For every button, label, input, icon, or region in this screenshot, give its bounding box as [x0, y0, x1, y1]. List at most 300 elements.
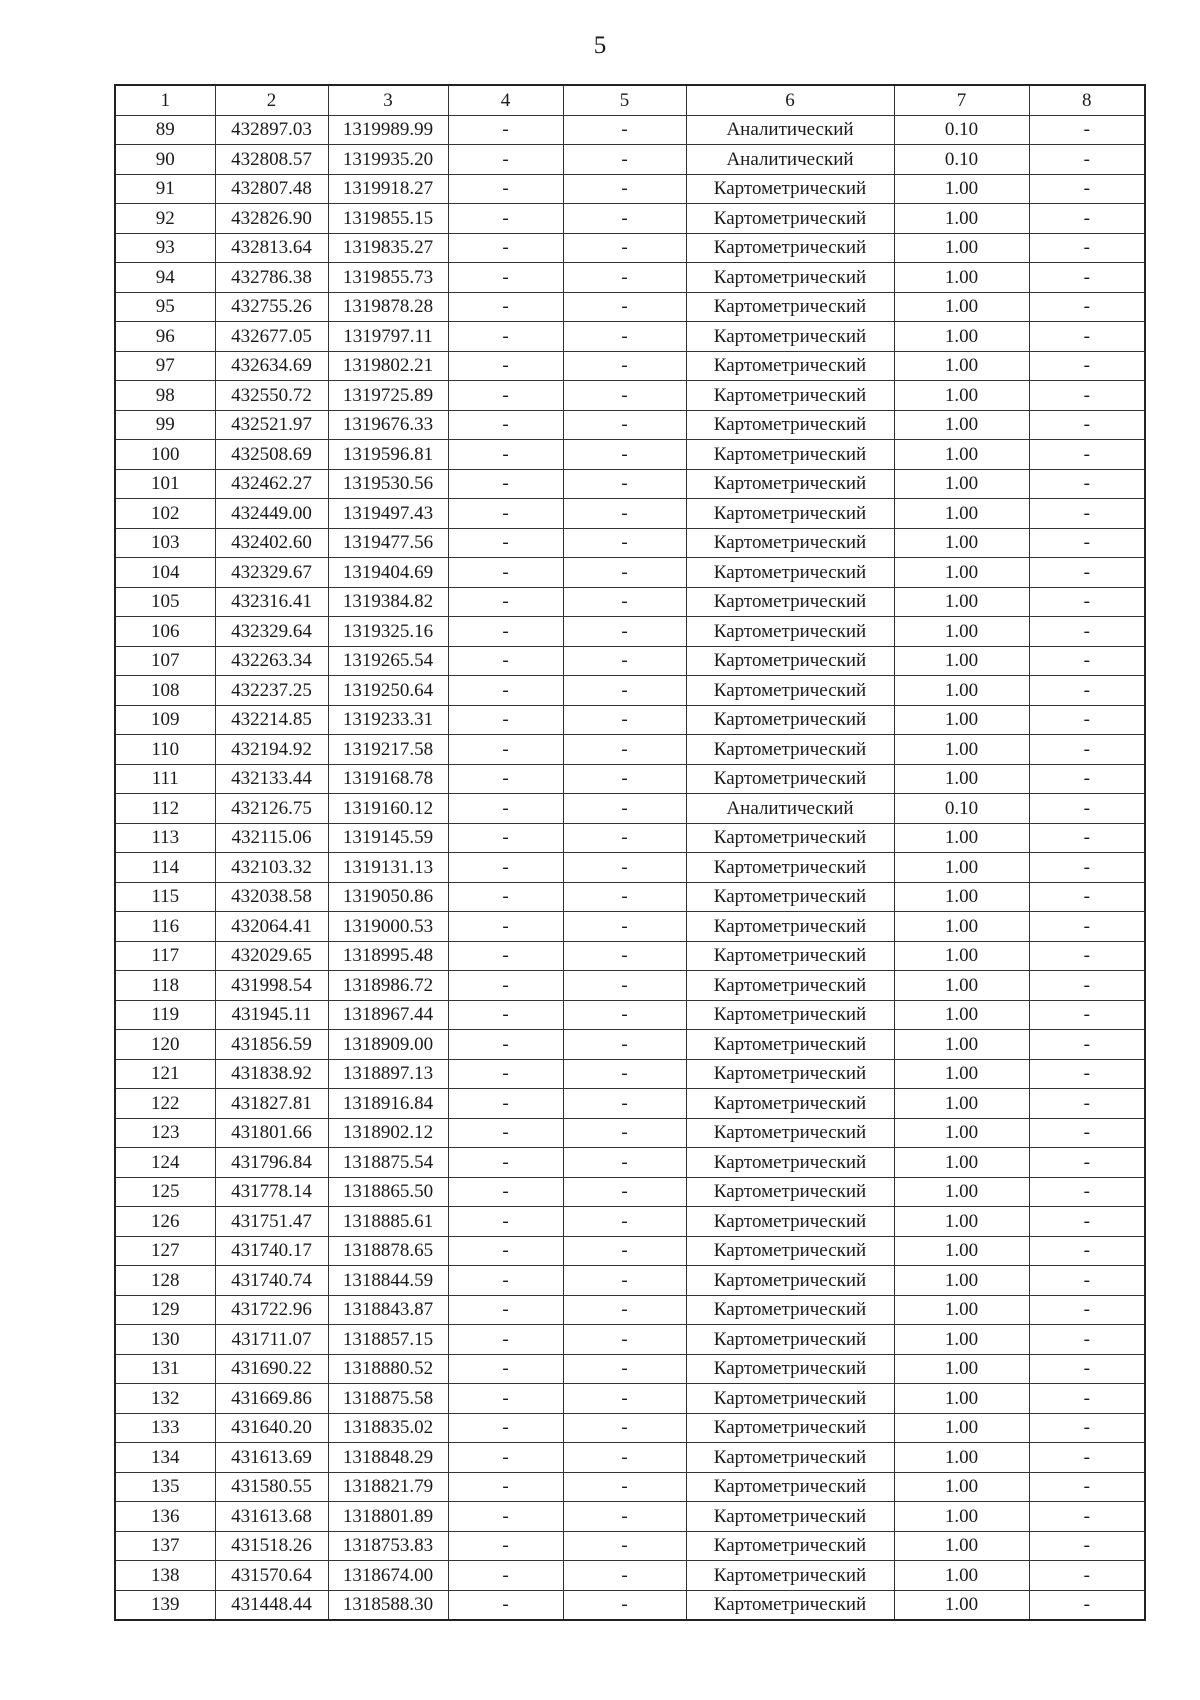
x-coordinate-cell: 431570.64	[215, 1561, 328, 1591]
accuracy-cell: 1.00	[894, 764, 1029, 794]
x-coordinate-cell: 431722.96	[215, 1295, 328, 1325]
y-coordinate-cell: 1318857.15	[328, 1325, 448, 1355]
column-8-cell: -	[1029, 292, 1145, 322]
x-coordinate-cell: 432677.05	[215, 322, 328, 352]
column-5-cell: -	[563, 794, 686, 824]
point-number-cell: 113	[115, 823, 215, 853]
point-number-cell: 92	[115, 204, 215, 234]
column-8-cell: -	[1029, 1354, 1145, 1384]
accuracy-cell: 1.00	[894, 322, 1029, 352]
column-8-cell: -	[1029, 971, 1145, 1001]
point-number-cell: 137	[115, 1531, 215, 1561]
column-4-cell: -	[448, 1148, 563, 1178]
y-coordinate-cell: 1318897.13	[328, 1059, 448, 1089]
accuracy-cell: 1.00	[894, 292, 1029, 322]
method-cell: Картометрический	[686, 705, 894, 735]
column-5-cell: -	[563, 292, 686, 322]
column-8-cell: -	[1029, 115, 1145, 145]
accuracy-cell: 1.00	[894, 1266, 1029, 1296]
y-coordinate-cell: 1318878.65	[328, 1236, 448, 1266]
y-coordinate-cell: 1318967.44	[328, 1000, 448, 1030]
column-4-cell: -	[448, 204, 563, 234]
method-cell: Картометрический	[686, 381, 894, 411]
table-row	[115, 351, 1145, 381]
column-8-cell: -	[1029, 233, 1145, 263]
x-coordinate-cell: 432126.75	[215, 794, 328, 824]
y-coordinate-cell: 1319233.31	[328, 705, 448, 735]
x-coordinate-cell: 431711.07	[215, 1325, 328, 1355]
column-4-cell: -	[448, 322, 563, 352]
point-number-cell: 97	[115, 351, 215, 381]
method-cell: Картометрический	[686, 1413, 894, 1443]
point-number-cell: 121	[115, 1059, 215, 1089]
point-number-cell: 125	[115, 1177, 215, 1207]
accuracy-cell: 1.00	[894, 587, 1029, 617]
y-coordinate-cell: 1319855.73	[328, 263, 448, 293]
column-8-cell: -	[1029, 1443, 1145, 1473]
column-5-cell: -	[563, 322, 686, 352]
method-cell: Картометрический	[686, 882, 894, 912]
point-number-cell: 130	[115, 1325, 215, 1355]
column-4-cell: -	[448, 912, 563, 942]
accuracy-cell: 1.00	[894, 1413, 1029, 1443]
x-coordinate-cell: 431740.17	[215, 1236, 328, 1266]
accuracy-cell: 1.00	[894, 735, 1029, 765]
column-8-cell: -	[1029, 823, 1145, 853]
table-row	[115, 1590, 1145, 1620]
y-coordinate-cell: 1319477.56	[328, 528, 448, 558]
point-number-cell: 138	[115, 1561, 215, 1591]
table-row	[115, 1413, 1145, 1443]
column-5-cell: -	[563, 617, 686, 647]
column-8-cell: -	[1029, 263, 1145, 293]
method-cell: Картометрический	[686, 1472, 894, 1502]
y-coordinate-cell: 1319000.53	[328, 912, 448, 942]
column-5-cell: -	[563, 1089, 686, 1119]
column-header: 2	[215, 85, 328, 115]
accuracy-cell: 1.00	[894, 469, 1029, 499]
table-row	[115, 1561, 1145, 1591]
column-5-cell: -	[563, 853, 686, 883]
x-coordinate-cell: 432214.85	[215, 705, 328, 735]
x-coordinate-cell: 432038.58	[215, 882, 328, 912]
x-coordinate-cell: 432813.64	[215, 233, 328, 263]
accuracy-cell: 1.00	[894, 410, 1029, 440]
column-4-cell: -	[448, 705, 563, 735]
y-coordinate-cell: 1319250.64	[328, 676, 448, 706]
accuracy-cell: 1.00	[894, 1590, 1029, 1620]
y-coordinate-cell: 1319918.27	[328, 174, 448, 204]
column-8-cell: -	[1029, 1531, 1145, 1561]
column-4-cell: -	[448, 882, 563, 912]
column-8-cell: -	[1029, 1089, 1145, 1119]
column-4-cell: -	[448, 499, 563, 529]
column-5-cell: -	[563, 1413, 686, 1443]
x-coordinate-cell: 432133.44	[215, 764, 328, 794]
column-8-cell: -	[1029, 1502, 1145, 1532]
accuracy-cell: 1.00	[894, 204, 1029, 234]
point-number-cell: 106	[115, 617, 215, 647]
accuracy-cell: 0.10	[894, 145, 1029, 175]
method-cell: Картометрический	[686, 233, 894, 263]
x-coordinate-cell: 431613.68	[215, 1502, 328, 1532]
x-coordinate-cell: 432237.25	[215, 676, 328, 706]
point-number-cell: 136	[115, 1502, 215, 1532]
point-number-cell: 104	[115, 558, 215, 588]
method-cell: Картометрический	[686, 1030, 894, 1060]
column-4-cell: -	[448, 1443, 563, 1473]
method-cell: Картометрический	[686, 912, 894, 942]
accuracy-cell: 1.00	[894, 381, 1029, 411]
x-coordinate-cell: 432462.27	[215, 469, 328, 499]
method-cell: Аналитический	[686, 794, 894, 824]
method-cell: Картометрический	[686, 204, 894, 234]
y-coordinate-cell: 1319265.54	[328, 646, 448, 676]
method-cell: Картометрический	[686, 558, 894, 588]
accuracy-cell: 1.00	[894, 1148, 1029, 1178]
column-5-cell: -	[563, 528, 686, 558]
y-coordinate-cell: 1319325.16	[328, 617, 448, 647]
column-4-cell: -	[448, 469, 563, 499]
column-5-cell: -	[563, 174, 686, 204]
table-row	[115, 1148, 1145, 1178]
y-coordinate-cell: 1318902.12	[328, 1118, 448, 1148]
column-header: 4	[448, 85, 563, 115]
method-cell: Картометрический	[686, 1266, 894, 1296]
column-5-cell: -	[563, 499, 686, 529]
column-8-cell: -	[1029, 1030, 1145, 1060]
column-8-cell: -	[1029, 1148, 1145, 1178]
accuracy-cell: 1.00	[894, 1089, 1029, 1119]
point-number-cell: 111	[115, 764, 215, 794]
table-row	[115, 1177, 1145, 1207]
y-coordinate-cell: 1319530.56	[328, 469, 448, 499]
accuracy-cell: 1.00	[894, 823, 1029, 853]
point-number-cell: 114	[115, 853, 215, 883]
column-4-cell: -	[448, 1561, 563, 1591]
column-4-cell: -	[448, 676, 563, 706]
x-coordinate-cell: 431856.59	[215, 1030, 328, 1060]
method-cell: Картометрический	[686, 410, 894, 440]
method-cell: Картометрический	[686, 1443, 894, 1473]
point-number-cell: 109	[115, 705, 215, 735]
table-row	[115, 1118, 1145, 1148]
y-coordinate-cell: 1318801.89	[328, 1502, 448, 1532]
column-header: 8	[1029, 85, 1145, 115]
column-8-cell: -	[1029, 1295, 1145, 1325]
point-number-cell: 116	[115, 912, 215, 942]
column-4-cell: -	[448, 587, 563, 617]
y-coordinate-cell: 1319878.28	[328, 292, 448, 322]
y-coordinate-cell: 1318835.02	[328, 1413, 448, 1443]
table-row	[115, 971, 1145, 1001]
accuracy-cell: 1.00	[894, 705, 1029, 735]
method-cell: Картометрический	[686, 676, 894, 706]
column-4-cell: -	[448, 971, 563, 1001]
column-4-cell: -	[448, 1384, 563, 1414]
point-number-cell: 115	[115, 882, 215, 912]
column-8-cell: -	[1029, 381, 1145, 411]
point-number-cell: 123	[115, 1118, 215, 1148]
y-coordinate-cell: 1318875.54	[328, 1148, 448, 1178]
column-8-cell: -	[1029, 204, 1145, 234]
column-4-cell: -	[448, 1059, 563, 1089]
y-coordinate-cell: 1319404.69	[328, 558, 448, 588]
y-coordinate-cell: 1318848.29	[328, 1443, 448, 1473]
method-cell: Картометрический	[686, 1207, 894, 1237]
column-5-cell: -	[563, 1531, 686, 1561]
x-coordinate-cell: 431827.81	[215, 1089, 328, 1119]
y-coordinate-cell: 1318885.61	[328, 1207, 448, 1237]
method-cell: Картометрический	[686, 1384, 894, 1414]
column-5-cell: -	[563, 115, 686, 145]
method-cell: Картометрический	[686, 853, 894, 883]
x-coordinate-cell: 432115.06	[215, 823, 328, 853]
column-4-cell: -	[448, 351, 563, 381]
column-4-cell: -	[448, 794, 563, 824]
column-4-cell: -	[448, 1030, 563, 1060]
method-cell: Картометрический	[686, 1590, 894, 1620]
column-5-cell: -	[563, 1443, 686, 1473]
column-4-cell: -	[448, 764, 563, 794]
column-4-cell: -	[448, 292, 563, 322]
point-number-cell: 139	[115, 1590, 215, 1620]
accuracy-cell: 1.00	[894, 499, 1029, 529]
accuracy-cell: 1.00	[894, 528, 1029, 558]
y-coordinate-cell: 1318880.52	[328, 1354, 448, 1384]
table-row	[115, 735, 1145, 765]
point-number-cell: 131	[115, 1354, 215, 1384]
point-number-cell: 132	[115, 1384, 215, 1414]
column-8-cell: -	[1029, 1384, 1145, 1414]
column-4-cell: -	[448, 1472, 563, 1502]
column-4-cell: -	[448, 941, 563, 971]
column-5-cell: -	[563, 705, 686, 735]
y-coordinate-cell: 1319217.58	[328, 735, 448, 765]
x-coordinate-cell: 432755.26	[215, 292, 328, 322]
accuracy-cell: 1.00	[894, 1295, 1029, 1325]
accuracy-cell: 1.00	[894, 912, 1029, 942]
column-8-cell: -	[1029, 941, 1145, 971]
column-5-cell: -	[563, 882, 686, 912]
point-number-cell: 99	[115, 410, 215, 440]
column-5-cell: -	[563, 410, 686, 440]
table-row	[115, 204, 1145, 234]
column-5-cell: -	[563, 676, 686, 706]
point-number-cell: 90	[115, 145, 215, 175]
table-row	[115, 440, 1145, 470]
accuracy-cell: 1.00	[894, 1118, 1029, 1148]
column-8-cell: -	[1029, 440, 1145, 470]
method-cell: Картометрический	[686, 469, 894, 499]
x-coordinate-cell: 432194.92	[215, 735, 328, 765]
method-cell: Картометрический	[686, 1177, 894, 1207]
table-row	[115, 764, 1145, 794]
table-row	[115, 823, 1145, 853]
x-coordinate-cell: 431613.69	[215, 1443, 328, 1473]
column-4-cell: -	[448, 646, 563, 676]
point-number-cell: 107	[115, 646, 215, 676]
column-5-cell: -	[563, 1207, 686, 1237]
point-number-cell: 89	[115, 115, 215, 145]
point-number-cell: 118	[115, 971, 215, 1001]
column-8-cell: -	[1029, 587, 1145, 617]
column-8-cell: -	[1029, 1266, 1145, 1296]
column-4-cell: -	[448, 1502, 563, 1532]
accuracy-cell: 1.00	[894, 882, 1029, 912]
method-cell: Картометрический	[686, 528, 894, 558]
point-number-cell: 110	[115, 735, 215, 765]
table-row	[115, 469, 1145, 499]
column-4-cell: -	[448, 735, 563, 765]
column-4-cell: -	[448, 233, 563, 263]
table-row	[115, 1059, 1145, 1089]
column-4-cell: -	[448, 1531, 563, 1561]
method-cell: Картометрический	[686, 1118, 894, 1148]
column-8-cell: -	[1029, 1236, 1145, 1266]
column-8-cell: -	[1029, 1590, 1145, 1620]
table-row	[115, 322, 1145, 352]
accuracy-cell: 1.00	[894, 971, 1029, 1001]
point-number-cell: 98	[115, 381, 215, 411]
column-4-cell: -	[448, 1118, 563, 1148]
column-8-cell: -	[1029, 1118, 1145, 1148]
x-coordinate-cell: 431945.11	[215, 1000, 328, 1030]
y-coordinate-cell: 1319802.21	[328, 351, 448, 381]
table-row	[115, 1325, 1145, 1355]
accuracy-cell: 0.10	[894, 115, 1029, 145]
y-coordinate-cell: 1319145.59	[328, 823, 448, 853]
column-5-cell: -	[563, 558, 686, 588]
column-8-cell: -	[1029, 912, 1145, 942]
point-number-cell: 102	[115, 499, 215, 529]
method-cell: Картометрический	[686, 1236, 894, 1266]
column-5-cell: -	[563, 735, 686, 765]
table-row	[115, 1531, 1145, 1561]
column-4-cell: -	[448, 1089, 563, 1119]
method-cell: Картометрический	[686, 617, 894, 647]
method-cell: Картометрический	[686, 587, 894, 617]
table-row	[115, 145, 1145, 175]
x-coordinate-cell: 432826.90	[215, 204, 328, 234]
accuracy-cell: 1.00	[894, 1502, 1029, 1532]
accuracy-cell: 1.00	[894, 1177, 1029, 1207]
column-4-cell: -	[448, 1325, 563, 1355]
column-8-cell: -	[1029, 410, 1145, 440]
column-8-cell: -	[1029, 1177, 1145, 1207]
column-4-cell: -	[448, 823, 563, 853]
y-coordinate-cell: 1318909.00	[328, 1030, 448, 1060]
table-row	[115, 676, 1145, 706]
method-cell: Картометрический	[686, 1354, 894, 1384]
column-8-cell: -	[1029, 735, 1145, 765]
column-5-cell: -	[563, 1502, 686, 1532]
x-coordinate-cell: 432634.69	[215, 351, 328, 381]
table-row	[115, 115, 1145, 145]
column-header: 5	[563, 85, 686, 115]
method-cell: Картометрический	[686, 1295, 894, 1325]
x-coordinate-cell: 432808.57	[215, 145, 328, 175]
table-row	[115, 1384, 1145, 1414]
point-number-cell: 108	[115, 676, 215, 706]
y-coordinate-cell: 1318753.83	[328, 1531, 448, 1561]
x-coordinate-cell: 431801.66	[215, 1118, 328, 1148]
column-5-cell: -	[563, 971, 686, 1001]
accuracy-cell: 1.00	[894, 1207, 1029, 1237]
table-row	[115, 1236, 1145, 1266]
point-number-cell: 135	[115, 1472, 215, 1502]
accuracy-cell: 1.00	[894, 233, 1029, 263]
method-cell: Аналитический	[686, 115, 894, 145]
table-header-row	[115, 85, 1145, 115]
column-5-cell: -	[563, 204, 686, 234]
x-coordinate-cell: 431796.84	[215, 1148, 328, 1178]
column-5-cell: -	[563, 1384, 686, 1414]
method-cell: Аналитический	[686, 145, 894, 175]
point-number-cell: 133	[115, 1413, 215, 1443]
y-coordinate-cell: 1319050.86	[328, 882, 448, 912]
x-coordinate-cell: 431838.92	[215, 1059, 328, 1089]
column-4-cell: -	[448, 617, 563, 647]
table-row	[115, 174, 1145, 204]
x-coordinate-cell: 431690.22	[215, 1354, 328, 1384]
page-number: 5	[593, 32, 607, 59]
column-4-cell: -	[448, 174, 563, 204]
x-coordinate-cell: 431998.54	[215, 971, 328, 1001]
column-4-cell: -	[448, 1590, 563, 1620]
coordinates-table	[114, 84, 1146, 1621]
method-cell: Картометрический	[686, 1325, 894, 1355]
y-coordinate-cell: 1319384.82	[328, 587, 448, 617]
column-8-cell: -	[1029, 705, 1145, 735]
table-row	[115, 1000, 1145, 1030]
point-number-cell: 124	[115, 1148, 215, 1178]
point-number-cell: 95	[115, 292, 215, 322]
column-5-cell: -	[563, 1561, 686, 1591]
accuracy-cell: 1.00	[894, 1472, 1029, 1502]
point-number-cell: 117	[115, 941, 215, 971]
accuracy-cell: 1.00	[894, 1354, 1029, 1384]
column-4-cell: -	[448, 145, 563, 175]
table-body	[115, 115, 1145, 1620]
column-5-cell: -	[563, 587, 686, 617]
method-cell: Картометрический	[686, 1000, 894, 1030]
x-coordinate-cell: 431740.74	[215, 1266, 328, 1296]
x-coordinate-cell: 432029.65	[215, 941, 328, 971]
y-coordinate-cell: 1319835.27	[328, 233, 448, 263]
column-8-cell: -	[1029, 1472, 1145, 1502]
x-coordinate-cell: 432807.48	[215, 174, 328, 204]
accuracy-cell: 1.00	[894, 1443, 1029, 1473]
column-8-cell: -	[1029, 853, 1145, 883]
point-number-cell: 129	[115, 1295, 215, 1325]
column-5-cell: -	[563, 941, 686, 971]
column-8-cell: -	[1029, 528, 1145, 558]
column-header: 1	[115, 85, 215, 115]
column-8-cell: -	[1029, 1207, 1145, 1237]
column-8-cell: -	[1029, 646, 1145, 676]
x-coordinate-cell: 432897.03	[215, 115, 328, 145]
table-row	[115, 1354, 1145, 1384]
y-coordinate-cell: 1319676.33	[328, 410, 448, 440]
y-coordinate-cell: 1319989.99	[328, 115, 448, 145]
accuracy-cell: 1.00	[894, 1236, 1029, 1266]
accuracy-cell: 1.00	[894, 853, 1029, 883]
y-coordinate-cell: 1319797.11	[328, 322, 448, 352]
column-5-cell: -	[563, 1118, 686, 1148]
table-row	[115, 499, 1145, 529]
column-5-cell: -	[563, 1236, 686, 1266]
